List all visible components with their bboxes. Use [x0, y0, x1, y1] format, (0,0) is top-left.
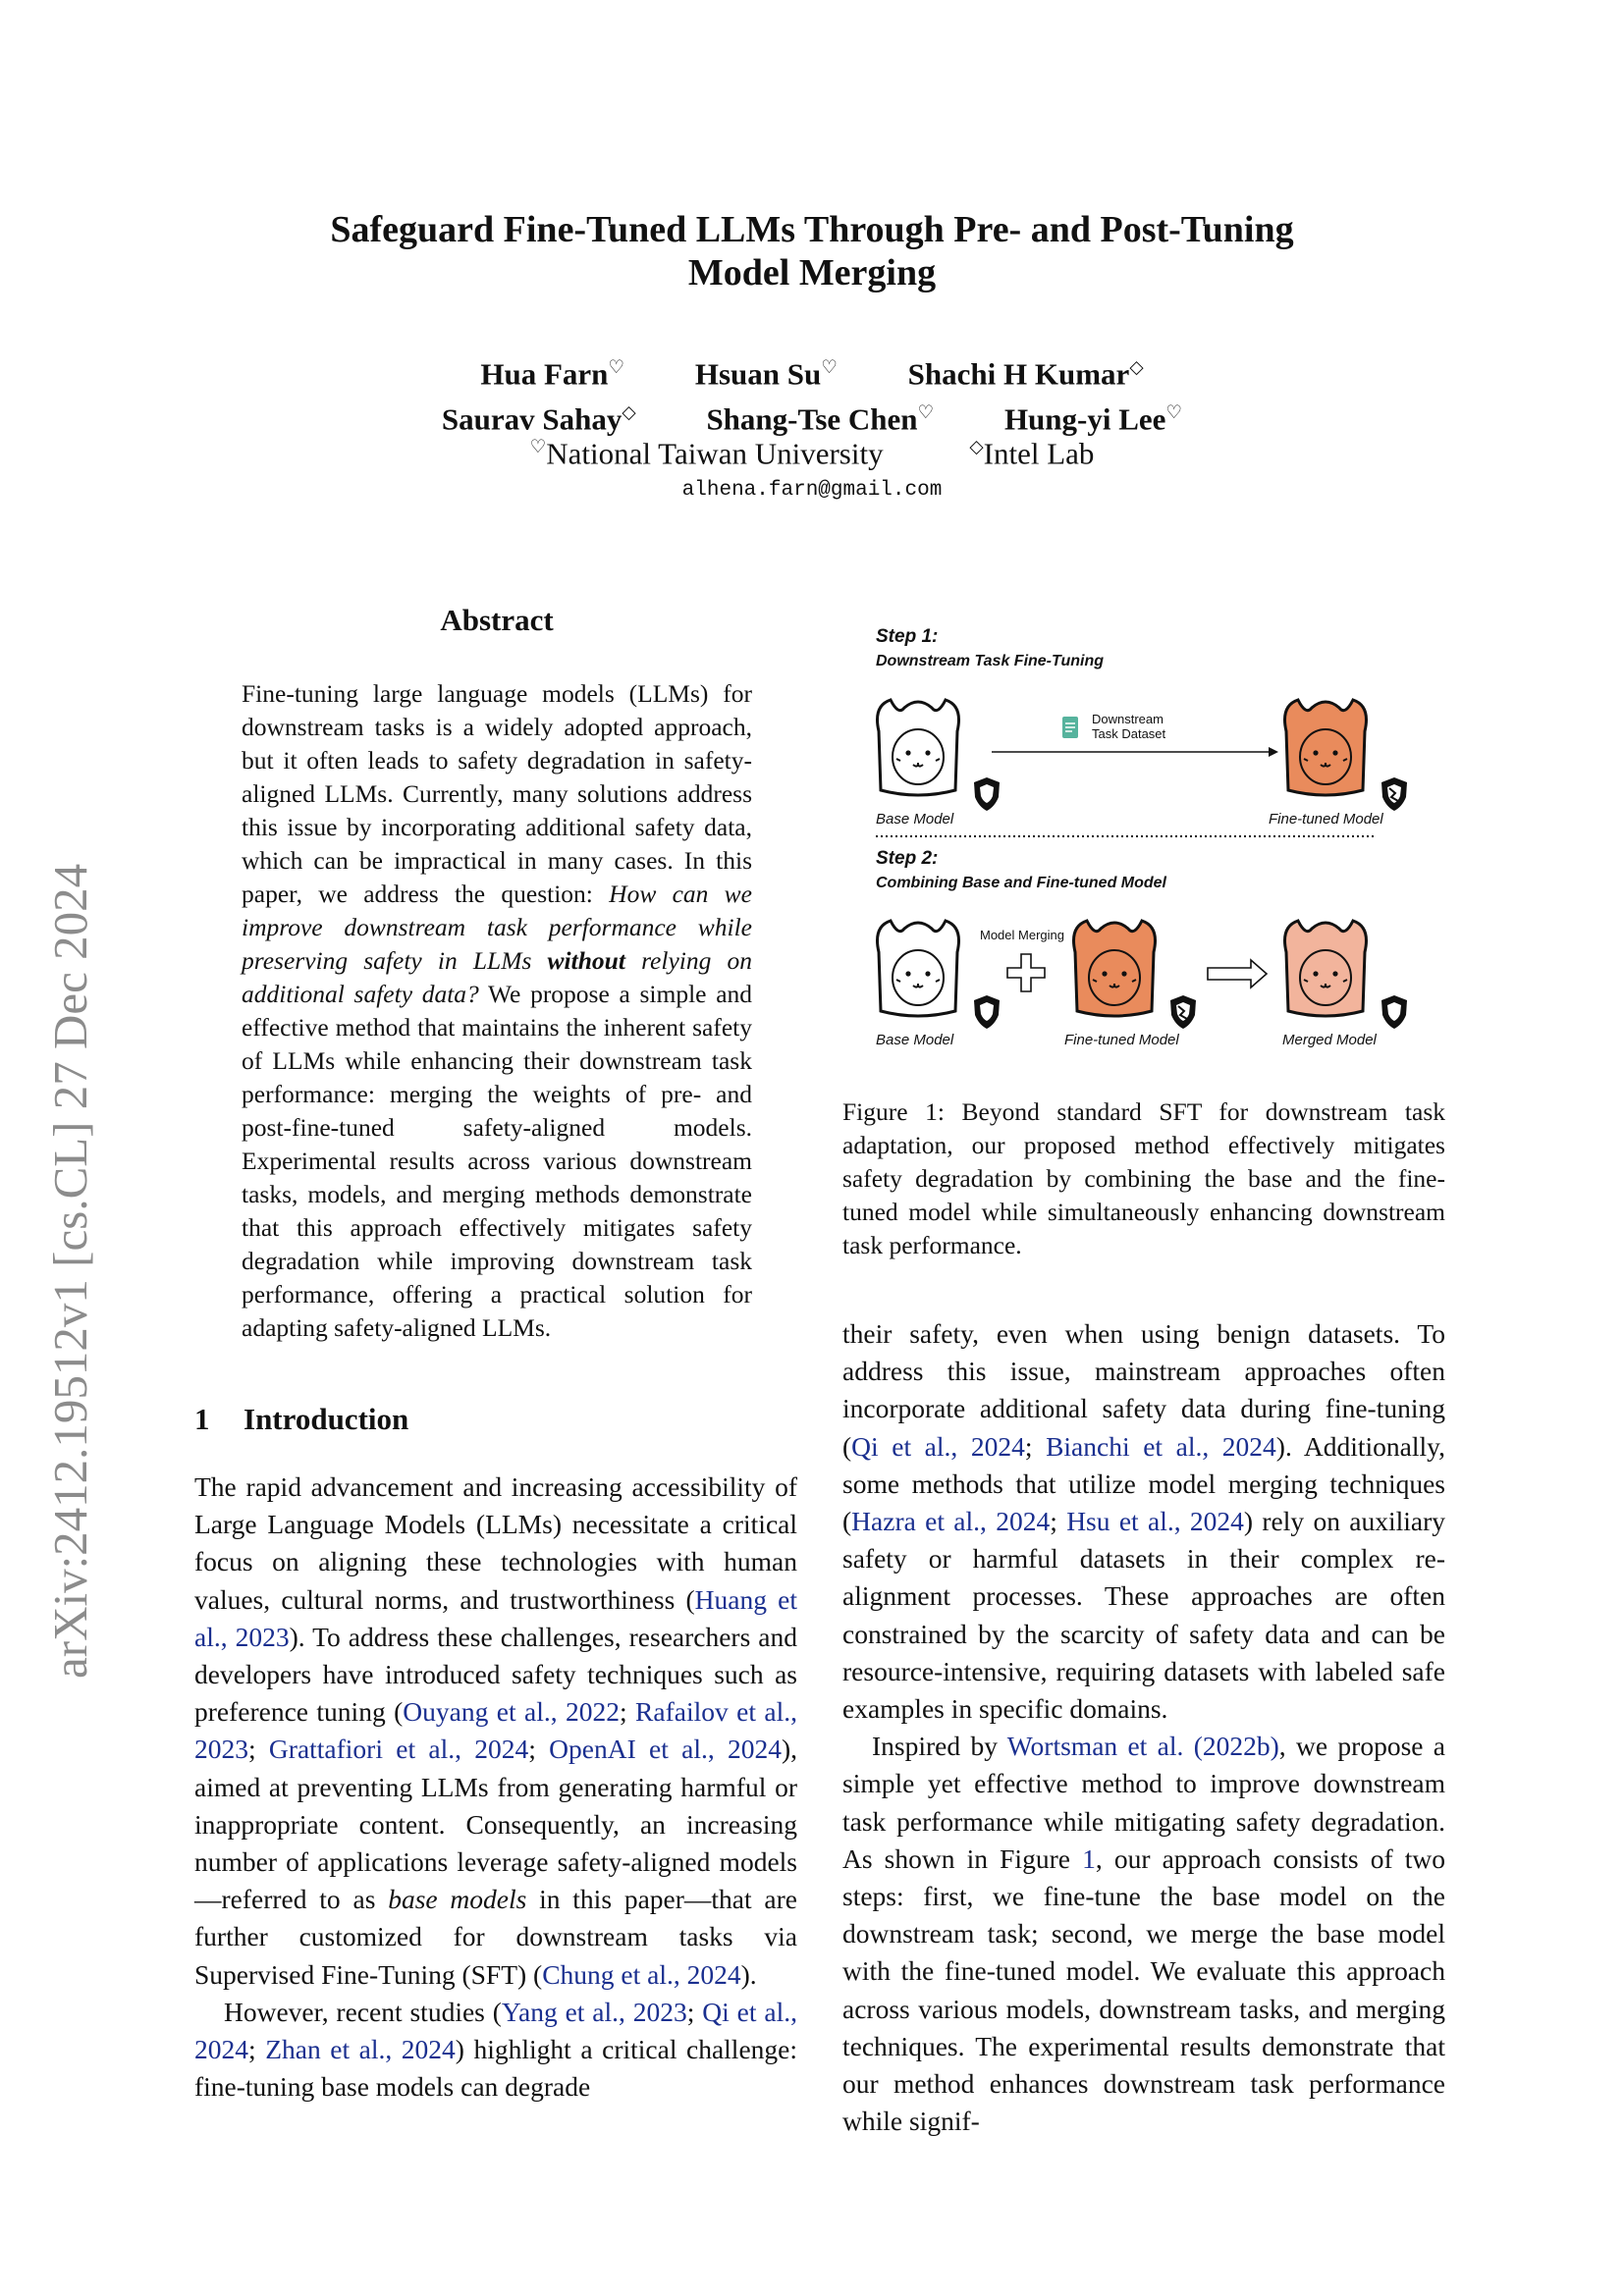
citation-link[interactable]: Rafailov et al., 2023 — [194, 1696, 797, 1765]
step2-title: Step 2: — [876, 848, 939, 869]
affiliation: ◇Intel Lab — [969, 436, 1095, 471]
document-icon — [1062, 717, 1078, 738]
citation-link[interactable]: Huang et al., 2023 — [194, 1583, 797, 1652]
citation-link[interactable]: Qi et al., 2024 — [194, 1996, 797, 2065]
intro-right-column — [842, 1315, 1445, 2140]
citation-link[interactable]: Hazra et al., 2024 — [851, 1506, 1051, 1537]
abstract-heading: Abstract — [440, 603, 554, 637]
paper-title — [196, 208, 1428, 294]
author-list — [196, 348, 1428, 440]
citation-link[interactable]: Chung et al., 2024 — [542, 1958, 741, 1990]
finetune-arrowhead — [1269, 747, 1278, 757]
dataset-label-line-1: Downstream — [1092, 712, 1164, 726]
title-line-2: Model Merging — [687, 252, 937, 294]
step2-subtitle: Combining Base and Fine-tuned Model — [876, 875, 1166, 891]
title-line-1: Safeguard Fine-Tuned LLMs Through Pre- and Post-Tuning — [330, 209, 1294, 250]
shield-icon — [974, 777, 1000, 811]
citation-link[interactable]: Wortsman et al. (2022b) — [1006, 1731, 1279, 1762]
author: Hsuan Su♡ — [694, 356, 838, 392]
shield-icon — [974, 995, 1000, 1029]
citation-link[interactable]: Qi et al., 2024 — [851, 1430, 1025, 1462]
cracked-shield-icon — [1381, 777, 1407, 811]
author: Shang-Tse Chen♡ — [706, 401, 935, 437]
arxiv-identifier: arXiv:2412.19512v1 [cs.CL] 27 Dec 2024 — [43, 863, 97, 1679]
shield-icon — [1381, 995, 1407, 1029]
figure-reference-link[interactable]: 1 — [1082, 1842, 1096, 1874]
intro-paragraph-1: The rapid advancement and increasing accessibility of Large Language Models (LLMs) necessitate a critical focus on aligning these technologies with human values, cultural norms, and trustworthiness (Huang et al., 2023). To address these challenges, researchers and developers have introduced safety techniques such as preference tuning (Ouyang et al., 2022; Rafailov et al., 2023; Grattafiori et al., 2024; OpenAI et al., 2024), aimed at preventing LLMs from generating harmful or inappropriate content. Consequently, an increasing number of applications leverage safety-aligned models—referred to as base models in this paper—that are further customized for downstream tasks via Supervised Fine-Tuning (SFT) (Chung et al., 2024). — [194, 1471, 798, 1990]
citation-link[interactable]: Ouyang et al., 2022 — [403, 1696, 620, 1728]
intro-paragraph-3: their safety, even when using benign datasets. To address this issue, mainstream approaches often incorporate additional safety data during fine-tuning (Qi et al., 2024; Bianchi et al., 2024). Additionally, some methods that utilize model merging techniques (Hazra et al., 2024; Hsu et al., 2024) rely on auxiliary safety or harmful datasets in their complex re-alignment processes. These approaches are often constrained by the scarcity of safety data and can be resource-intensive, requiring datasets with labeled safe examples in specific domains. — [842, 1318, 1446, 1725]
author: Shachi H Kumar◇ — [907, 356, 1144, 392]
step1-subtitle: Downstream Task Fine-Tuning — [876, 653, 1105, 669]
base-model-llama-icon — [878, 921, 959, 1016]
model-merging-label: Model Merging — [980, 928, 1064, 942]
citation-link[interactable]: Zhan et al., 2024 — [265, 2034, 456, 2065]
citation-link[interactable]: Grattafiori et al., 2024 — [268, 1734, 529, 1765]
intro-left-column — [194, 1468, 797, 2106]
citation-link[interactable]: Hsu et al., 2024 — [1066, 1506, 1244, 1537]
merged-model-llama-icon — [1285, 921, 1367, 1016]
step1-base-model-label: Base Model — [876, 811, 954, 828]
step2-finetuned-model-label: Fine-tuned Model — [1064, 1032, 1179, 1048]
affiliations — [196, 428, 1428, 473]
figure-1-caption: Figure 1: Beyond standard SFT for downstream task adaptation, our proposed method effectively mitigates safety degradation by combining the base and the fine-tuned model while simultaneously enhancing downstream task performance. — [842, 1097, 1445, 1259]
intro-paragraph-2: However, recent studies (Yang et al., 2023; Qi et al., 2024; Zhan et al., 2024) highlight a critical challenge: fine-tuning base models can degrade — [194, 1996, 797, 2103]
step1-finetuned-model-label: Fine-tuned Model — [1269, 811, 1383, 828]
step1-title: Step 1: — [876, 626, 939, 647]
affiliation: ♡National Taiwan University — [529, 436, 884, 471]
section-heading-introduction: 1 Introduction — [194, 1402, 409, 1436]
figure-1 — [864, 618, 1453, 1060]
author: Saurav Sahay◇ — [441, 401, 636, 437]
merge-arrow-icon — [1208, 960, 1267, 988]
cracked-shield-icon — [1170, 995, 1196, 1029]
author: Hung-yi Lee♡ — [1003, 401, 1183, 437]
author-row-1 — [196, 348, 1428, 394]
figure-1-diagram — [864, 618, 1453, 1060]
finetuned-model-llama-icon — [1074, 921, 1156, 1016]
merged-model-label: Merged Model — [1282, 1032, 1377, 1048]
author: Hua Farn♡ — [480, 356, 625, 392]
citation-link[interactable]: Yang et al., 2023 — [501, 1996, 687, 2027]
intro-paragraph-4: Inspired by Wortsman et al. (2022b), we propose a simple yet effective method to improve downstream task performance while mitigating safety degradation. As shown in Figure 1, our approach consists of two steps: first, we fine-tune the base model on the downstream task; second, we merge the base model with the fine-tuned model. We evaluate this approach across various models, downstream tasks, and merging techniques. The experimental results demonstrate that our method enhances downstream task performance while signif- — [842, 1731, 1446, 2137]
base-model-llama-icon — [878, 700, 959, 795]
dataset-label-line-2: Task Dataset — [1092, 726, 1166, 741]
abstract-body: Fine-tuning large language models (LLMs) for downstream tasks is a widely adopted approach, but it often leads to safety degradation in safety-aligned LLMs. Currently, many solutions address this issue by incorporating additional safety data, which can be impractical in many cases. In this paper, we address the question: How can we improve downstream task performance while preserving safety in LLMs without relying on additional safety data? We propose a simple and effective method that maintains the inherent safety of LLMs while enhancing their downstream task performance: merging the weights of pre- and post-fine-tuned safety-aligned models. Experimental results across various downstream tasks, models, and merging methods demonstrate that this approach effectively mitigates safety degradation while improving downstream task performance, offering a practical solution for adapting safety-aligned LLMs. — [242, 679, 753, 1342]
contact-email: alhena.farn@gmail.com — [681, 479, 943, 502]
citation-link[interactable]: Bianchi et al., 2024 — [1046, 1430, 1276, 1462]
finetuned-model-llama-icon — [1285, 700, 1367, 795]
step2-base-model-label: Base Model — [876, 1032, 954, 1048]
plus-icon — [1007, 954, 1045, 991]
citation-link[interactable]: OpenAI et al., 2024 — [549, 1734, 782, 1765]
